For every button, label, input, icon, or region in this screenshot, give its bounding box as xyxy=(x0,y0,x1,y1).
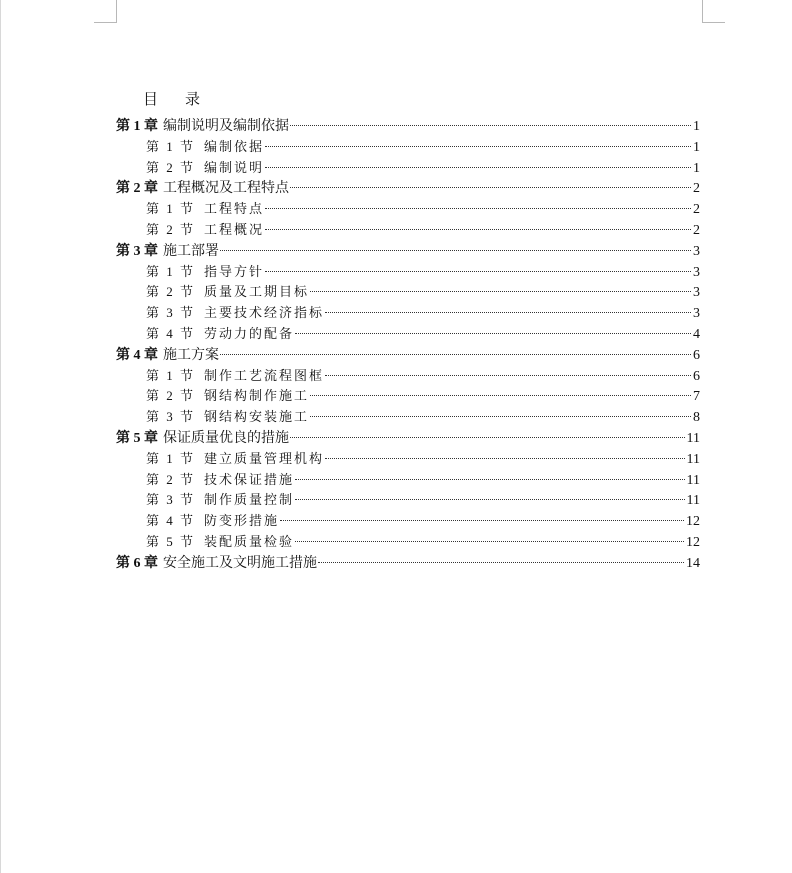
toc-page-number: 11 xyxy=(686,430,700,446)
toc-page-number: 7 xyxy=(693,389,700,405)
toc-page-number: 12 xyxy=(686,534,700,550)
toc-entry-title: 劳动力的配备 xyxy=(204,326,295,342)
toc-entry-number: 第 1 节 xyxy=(146,263,196,279)
toc-dot-leader xyxy=(325,312,691,313)
toc-section-entry[interactable] xyxy=(116,490,700,511)
toc-page-number: 4 xyxy=(693,326,700,342)
toc-page-number: 3 xyxy=(693,285,700,301)
toc-page-number: 8 xyxy=(693,410,700,426)
toc-entry-title: 保证质量优良的措施 xyxy=(163,429,289,446)
table-of-contents xyxy=(116,116,700,574)
toc-entry-title: 质量及工期目标 xyxy=(204,285,310,301)
toc-entry-title: 安全施工及文明施工措施 xyxy=(163,554,317,571)
toc-page-number: 3 xyxy=(693,264,700,280)
toc-page-number: 11 xyxy=(686,451,700,467)
toc-entry-number: 第 5 节 xyxy=(146,533,196,549)
toc-entry-number: 第 1 节 xyxy=(146,450,196,466)
toc-dot-leader xyxy=(295,333,691,334)
toc-chapter-entry[interactable] xyxy=(116,178,700,199)
toc-entry-title: 编制依据 xyxy=(204,139,265,155)
margin-corner-mark-top-left xyxy=(94,0,117,23)
toc-dot-leader xyxy=(290,187,691,188)
toc-entry-title: 施工部署 xyxy=(163,242,219,259)
toc-dot-leader xyxy=(310,416,691,417)
toc-entry-number: 第 3 章 xyxy=(116,243,158,259)
toc-page-number: 3 xyxy=(693,243,700,259)
toc-entry-title: 装配质量检验 xyxy=(204,534,295,550)
toc-section-entry[interactable] xyxy=(116,386,700,407)
toc-entry-number: 第 2 节 xyxy=(146,388,196,404)
toc-page-number: 6 xyxy=(693,368,700,384)
toc-dot-leader xyxy=(325,375,691,376)
toc-dot-leader xyxy=(310,291,691,292)
toc-dot-leader xyxy=(280,520,684,521)
toc-dot-leader xyxy=(220,250,691,251)
toc-dot-leader xyxy=(265,167,691,168)
toc-entry-number: 第 1 章 xyxy=(116,119,158,134)
toc-entry-number: 第 3 节 xyxy=(146,492,196,508)
toc-entry-title: 主要技术经济指标 xyxy=(204,306,325,322)
toc-entry-title: 钢结构制作施工 xyxy=(204,389,310,405)
toc-page-number: 2 xyxy=(693,202,700,218)
toc-section-entry[interactable] xyxy=(116,282,700,303)
toc-section-entry[interactable] xyxy=(116,220,700,241)
toc-entry-title: 建立质量管理机构 xyxy=(204,451,325,467)
toc-entry-title: 工程特点 xyxy=(204,202,265,218)
toc-dot-leader xyxy=(295,479,684,480)
toc-page-number: 2 xyxy=(693,181,700,197)
toc-entry-title: 指导方针 xyxy=(204,264,265,280)
toc-entry-number: 第 2 节 xyxy=(146,221,196,237)
toc-entry-number: 第 3 节 xyxy=(146,409,196,425)
toc-entry-title: 技术保证措施 xyxy=(204,472,295,488)
toc-entry-number: 第 2 节 xyxy=(146,471,196,487)
toc-page-number: 1 xyxy=(693,139,700,155)
toc-entry-title: 编制说明 xyxy=(204,160,265,176)
toc-title-part2: 录 xyxy=(185,90,201,108)
toc-entry-number: 第 2 节 xyxy=(146,284,196,300)
toc-dot-leader xyxy=(325,458,684,459)
toc-entry-number: 第 1 节 xyxy=(146,367,196,383)
toc-entry-title: 钢结构安装施工 xyxy=(204,410,310,426)
toc-dot-leader xyxy=(265,271,691,272)
toc-entry-number: 第 1 节 xyxy=(146,138,196,154)
toc-entry-number: 第 3 节 xyxy=(146,305,196,321)
toc-page-number: 1 xyxy=(693,119,700,134)
toc-entry-number: 第 2 节 xyxy=(146,159,196,175)
toc-title xyxy=(143,88,200,109)
toc-section-entry[interactable] xyxy=(116,366,700,387)
toc-page-number: 1 xyxy=(693,160,700,176)
toc-entry-title: 防变形措施 xyxy=(204,514,280,530)
toc-page-number: 11 xyxy=(686,472,700,488)
toc-page-number: 3 xyxy=(693,306,700,322)
toc-section-entry[interactable] xyxy=(116,532,700,553)
toc-entry-title: 施工方案 xyxy=(163,346,219,363)
toc-entry-title: 工程概况及工程特点 xyxy=(163,180,289,197)
toc-entry-number: 第 4 节 xyxy=(146,325,196,341)
toc-title-part1: 目 xyxy=(143,90,159,108)
toc-page-number: 14 xyxy=(686,555,700,571)
toc-dot-leader xyxy=(318,562,684,563)
toc-entry-title: 编制说明及编制依据 xyxy=(163,118,289,134)
toc-chapter-entry[interactable] xyxy=(116,553,700,574)
margin-corner-mark-top-right xyxy=(702,0,725,23)
toc-section-entry[interactable] xyxy=(116,199,700,220)
toc-entry-number: 第 1 节 xyxy=(146,201,196,217)
toc-entry-number: 第 4 节 xyxy=(146,513,196,529)
toc-section-entry[interactable] xyxy=(116,511,700,532)
toc-entry-number: 第 6 章 xyxy=(116,555,158,571)
toc-dot-leader xyxy=(310,395,691,396)
toc-dot-leader xyxy=(220,354,691,355)
toc-page-number: 6 xyxy=(693,347,700,363)
toc-dot-leader xyxy=(290,437,685,438)
toc-entry-number: 第 5 章 xyxy=(116,430,158,446)
toc-entry-number: 第 2 章 xyxy=(116,181,158,197)
toc-entry-title: 制作质量控制 xyxy=(204,493,295,509)
toc-dot-leader xyxy=(295,499,684,500)
toc-section-entry[interactable] xyxy=(116,324,700,345)
toc-section-entry[interactable] xyxy=(116,470,700,491)
toc-dot-leader xyxy=(265,208,691,209)
toc-chapter-entry[interactable] xyxy=(116,428,700,449)
toc-entry-title: 工程概况 xyxy=(204,222,265,238)
toc-dot-leader xyxy=(290,125,691,126)
toc-dot-leader xyxy=(265,146,691,147)
toc-entry-number: 第 4 章 xyxy=(116,347,158,363)
toc-dot-leader xyxy=(265,229,691,230)
toc-page-number: 11 xyxy=(686,493,700,509)
toc-dot-leader xyxy=(295,541,684,542)
toc-chapter-entry[interactable] xyxy=(116,345,700,366)
toc-section-entry[interactable] xyxy=(116,303,700,324)
toc-entry-title: 制作工艺流程图框 xyxy=(204,368,325,384)
toc-section-entry[interactable] xyxy=(116,158,700,179)
toc-page-number: 12 xyxy=(686,514,700,530)
toc-section-entry[interactable] xyxy=(116,137,700,158)
toc-chapter-entry[interactable] xyxy=(116,116,700,137)
toc-section-entry[interactable] xyxy=(116,262,700,283)
toc-section-entry[interactable] xyxy=(116,407,700,428)
toc-section-entry[interactable] xyxy=(116,449,700,470)
toc-chapter-entry[interactable] xyxy=(116,241,700,262)
toc-page-number: 2 xyxy=(693,222,700,238)
